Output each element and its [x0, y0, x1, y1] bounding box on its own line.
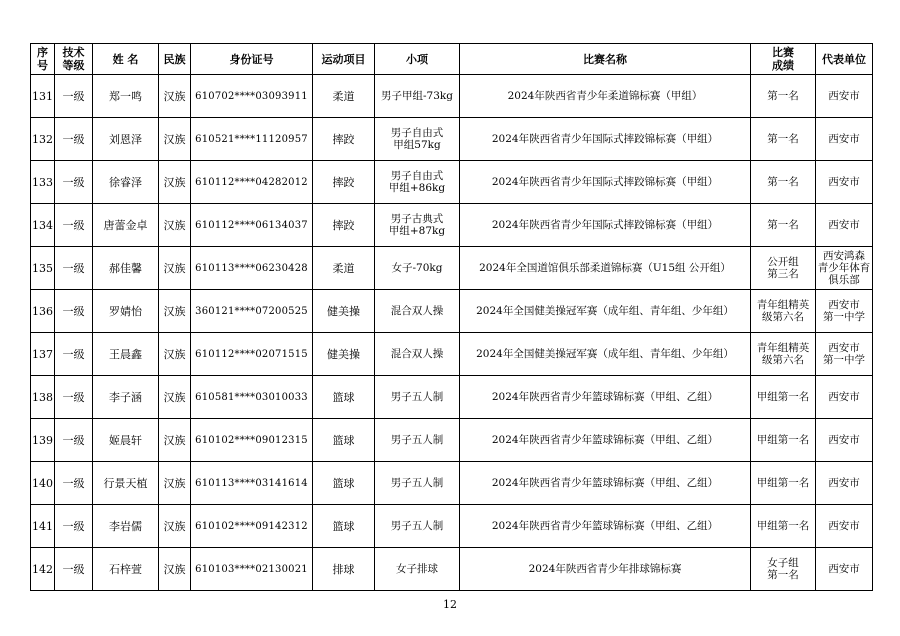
cell-sport: 篮球: [313, 462, 375, 505]
cell-name: 李岩儒: [93, 505, 159, 548]
cell-seq: 136: [31, 290, 55, 333]
header-ethnicity: 民族: [159, 44, 191, 75]
table-row: [31, 75, 873, 118]
cell-result: 青年组精英 级第六名: [751, 333, 816, 376]
cell-id-number: 610113****06230428: [191, 247, 313, 290]
page-number: 12: [443, 598, 457, 611]
header-name: 姓 名: [93, 44, 159, 75]
cell-name: 姬晨轩: [93, 419, 159, 462]
cell-competition: 2024年陕西省青少年篮球锦标赛（甲组、乙组）: [460, 505, 751, 548]
table-row: [31, 204, 873, 247]
cell-id-number: 610581****03010033: [191, 376, 313, 419]
cell-unit: 西安市 第一中学: [816, 333, 873, 376]
cell-unit: 西安市 第一中学: [816, 290, 873, 333]
cell-grade: 一级: [55, 548, 93, 591]
table-row: [31, 462, 873, 505]
header-seq: 序 号: [31, 44, 55, 75]
cell-ethnicity: 汉族: [159, 505, 191, 548]
cell-name: 李子涵: [93, 376, 159, 419]
cell-unit: 西安市: [816, 118, 873, 161]
table-row: [31, 376, 873, 419]
cell-result: 公开组 第三名: [751, 247, 816, 290]
table-body: [31, 75, 873, 591]
cell-ethnicity: 汉族: [159, 290, 191, 333]
cell-result: 女子组 第一名: [751, 548, 816, 591]
cell-sub-event: 混合双人操: [375, 290, 460, 333]
cell-id-number: 610112****02071515: [191, 333, 313, 376]
header-sport: 运动项目: [313, 44, 375, 75]
cell-id-number: 610102****09142312: [191, 505, 313, 548]
cell-competition: 2024年陕西省青少年篮球锦标赛（甲组、乙组）: [460, 462, 751, 505]
cell-seq: 140: [31, 462, 55, 505]
cell-competition: 2024年陕西省青少年国际式摔跤锦标赛（甲组）: [460, 204, 751, 247]
cell-grade: 一级: [55, 419, 93, 462]
cell-result: 第一名: [751, 75, 816, 118]
cell-id-number: 610521****11120957: [191, 118, 313, 161]
document-page: [30, 43, 872, 591]
table-row: [31, 505, 873, 548]
cell-ethnicity: 汉族: [159, 548, 191, 591]
cell-id-number: 610112****06134037: [191, 204, 313, 247]
cell-result: 甲组第一名: [751, 462, 816, 505]
cell-ethnicity: 汉族: [159, 118, 191, 161]
cell-name: 唐蕾金卓: [93, 204, 159, 247]
cell-competition: 2024年全国健美操冠军赛（成年组、青年组、少年组）: [460, 290, 751, 333]
cell-competition: 2024年陕西省青少年排球锦标赛: [460, 548, 751, 591]
cell-grade: 一级: [55, 376, 93, 419]
cell-seq: 133: [31, 161, 55, 204]
cell-sport: 篮球: [313, 505, 375, 548]
cell-seq: 131: [31, 75, 55, 118]
cell-unit: 西安市: [816, 376, 873, 419]
cell-competition: 2024年陕西省青少年篮球锦标赛（甲组、乙组）: [460, 376, 751, 419]
table-row: [31, 247, 873, 290]
cell-competition: 2024年陕西省青少年篮球锦标赛（甲组、乙组）: [460, 419, 751, 462]
table-row: [31, 548, 873, 591]
table-row: [31, 118, 873, 161]
cell-result: 第一名: [751, 118, 816, 161]
cell-competition: 2024年陕西省青少年国际式摔跤锦标赛（甲组）: [460, 118, 751, 161]
cell-sub-event: 男子自由式 甲组+86kg: [375, 161, 460, 204]
cell-competition: 2024年全国健美操冠军赛（成年组、青年组、少年组）: [460, 333, 751, 376]
cell-ethnicity: 汉族: [159, 75, 191, 118]
cell-competition: 2024年陕西省青少年柔道锦标赛（甲组）: [460, 75, 751, 118]
cell-sub-event: 男子五人制: [375, 376, 460, 419]
cell-name: 郝佳馨: [93, 247, 159, 290]
table-row: [31, 161, 873, 204]
cell-sub-event: 男子五人制: [375, 419, 460, 462]
cell-result: 甲组第一名: [751, 376, 816, 419]
cell-grade: 一级: [55, 505, 93, 548]
cell-seq: 142: [31, 548, 55, 591]
cell-unit: 西安市: [816, 161, 873, 204]
header-sub-event: 小项: [375, 44, 460, 75]
athlete-grade-table: [30, 43, 873, 591]
table-row: [31, 419, 873, 462]
table-row: [31, 333, 873, 376]
cell-name: 刘恩泽: [93, 118, 159, 161]
cell-seq: 138: [31, 376, 55, 419]
cell-grade: 一级: [55, 75, 93, 118]
cell-ethnicity: 汉族: [159, 419, 191, 462]
cell-sub-event: 男子古典式 甲组+87kg: [375, 204, 460, 247]
cell-competition: 2024年陕西省青少年国际式摔跤锦标赛（甲组）: [460, 161, 751, 204]
cell-sub-event: 混合双人操: [375, 333, 460, 376]
cell-name: 行景天植: [93, 462, 159, 505]
header-result: 比赛 成绩: [751, 44, 816, 75]
cell-result: 甲组第一名: [751, 419, 816, 462]
cell-sport: 篮球: [313, 419, 375, 462]
cell-competition: 2024年全国道馆俱乐部柔道锦标赛（U15组 公开组）: [460, 247, 751, 290]
cell-id-number: 360121****07200525: [191, 290, 313, 333]
cell-result: 第一名: [751, 204, 816, 247]
cell-name: 罗婧怡: [93, 290, 159, 333]
cell-grade: 一级: [55, 247, 93, 290]
cell-ethnicity: 汉族: [159, 204, 191, 247]
cell-sub-event: 女子排球: [375, 548, 460, 591]
cell-sport: 篮球: [313, 376, 375, 419]
cell-sport: 摔跤: [313, 118, 375, 161]
cell-grade: 一级: [55, 118, 93, 161]
cell-sport: 排球: [313, 548, 375, 591]
cell-grade: 一级: [55, 462, 93, 505]
cell-unit: 西安市: [816, 204, 873, 247]
table-row: [31, 290, 873, 333]
cell-id-number: 610102****09012315: [191, 419, 313, 462]
cell-ethnicity: 汉族: [159, 462, 191, 505]
cell-unit: 西安市: [816, 462, 873, 505]
cell-name: 郑一鸣: [93, 75, 159, 118]
header-id-number: 身份证号: [191, 44, 313, 75]
cell-sub-event: 男子甲组-73kg: [375, 75, 460, 118]
cell-ethnicity: 汉族: [159, 247, 191, 290]
cell-id-number: 610112****04282012: [191, 161, 313, 204]
cell-id-number: 610113****03141614: [191, 462, 313, 505]
cell-sub-event: 男子五人制: [375, 462, 460, 505]
cell-id-number: 610702****03093911: [191, 75, 313, 118]
cell-sport: 健美操: [313, 290, 375, 333]
cell-grade: 一级: [55, 333, 93, 376]
cell-unit: 西安市: [816, 419, 873, 462]
cell-sport: 摔跤: [313, 161, 375, 204]
cell-unit: 西安市: [816, 505, 873, 548]
header-competition: 比赛名称: [460, 44, 751, 75]
cell-name: 徐睿泽: [93, 161, 159, 204]
cell-seq: 141: [31, 505, 55, 548]
table-header-row: [31, 44, 873, 75]
cell-sub-event: 男子自由式 甲组57kg: [375, 118, 460, 161]
cell-seq: 137: [31, 333, 55, 376]
cell-sub-event: 女子-70kg: [375, 247, 460, 290]
cell-name: 石梓萱: [93, 548, 159, 591]
cell-sport: 健美操: [313, 333, 375, 376]
cell-id-number: 610103****02130021: [191, 548, 313, 591]
cell-sport: 柔道: [313, 75, 375, 118]
header-grade: 技术 等级: [55, 44, 93, 75]
cell-result: 第一名: [751, 161, 816, 204]
cell-sport: 摔跤: [313, 204, 375, 247]
cell-result: 甲组第一名: [751, 505, 816, 548]
cell-grade: 一级: [55, 290, 93, 333]
cell-ethnicity: 汉族: [159, 333, 191, 376]
cell-name: 王晨鑫: [93, 333, 159, 376]
cell-sport: 柔道: [313, 247, 375, 290]
cell-result: 青年组精英 级第六名: [751, 290, 816, 333]
header-unit: 代表单位: [816, 44, 873, 75]
cell-sub-event: 男子五人制: [375, 505, 460, 548]
cell-unit: 西安市: [816, 548, 873, 591]
cell-grade: 一级: [55, 204, 93, 247]
cell-unit: 西安市: [816, 75, 873, 118]
cell-ethnicity: 汉族: [159, 161, 191, 204]
cell-seq: 134: [31, 204, 55, 247]
cell-seq: 139: [31, 419, 55, 462]
cell-unit: 西安鸿森 青少年体育 俱乐部: [816, 247, 873, 290]
cell-seq: 135: [31, 247, 55, 290]
cell-grade: 一级: [55, 161, 93, 204]
cell-seq: 132: [31, 118, 55, 161]
cell-ethnicity: 汉族: [159, 376, 191, 419]
